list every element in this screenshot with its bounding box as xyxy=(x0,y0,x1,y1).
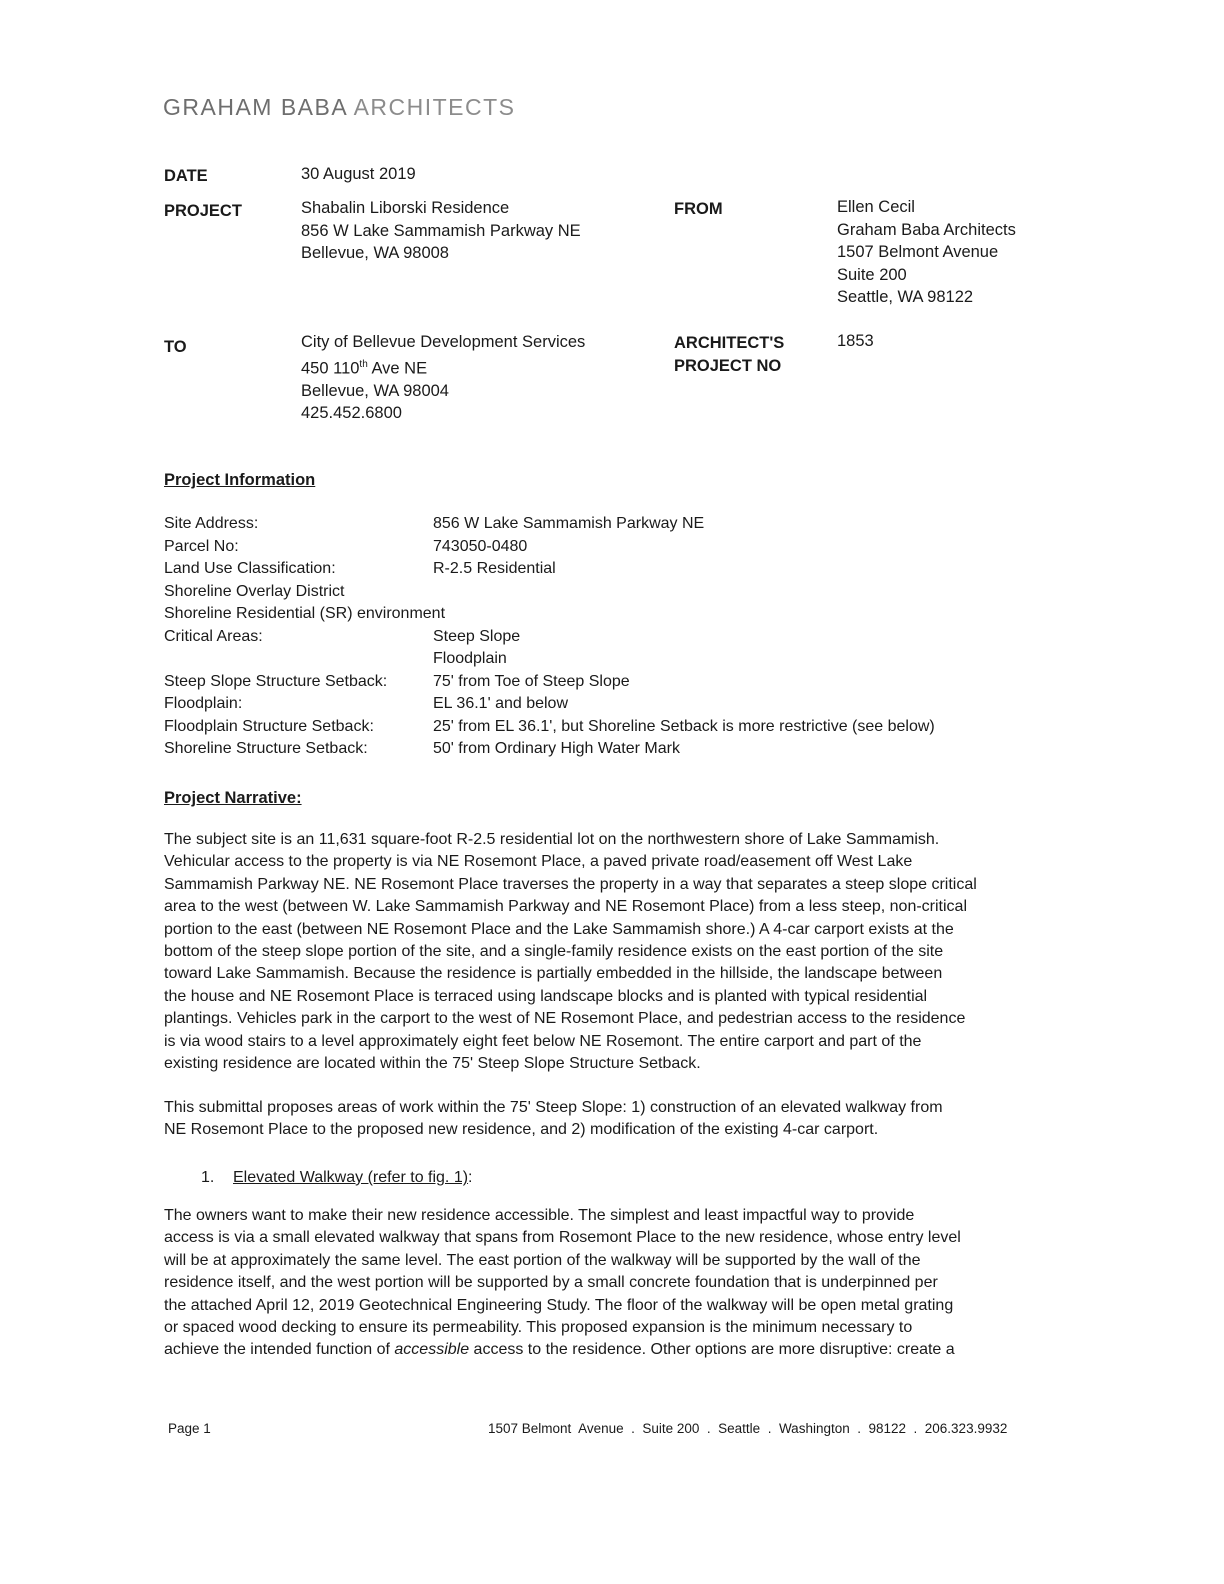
from-firm: Graham Baba Architects xyxy=(837,220,1016,239)
from-label: FROM xyxy=(674,200,723,218)
list-item-elevated-walkway: 1. Elevated Walkway (refer to fig. 1): xyxy=(201,1169,473,1186)
project-city: Bellevue, WA 98008 xyxy=(301,244,449,262)
to-street: 450 110th Ave NE xyxy=(301,358,428,377)
to-block xyxy=(301,331,585,425)
project-information-heading: Project Information xyxy=(164,471,316,489)
project-label: PROJECT xyxy=(164,202,242,220)
to-phone: 425.452.6800 xyxy=(301,404,402,422)
date-value: 30 August 2019 xyxy=(301,165,416,183)
narrative-paragraph-2: This submittal proposes areas of work within the 75' Steep Slope: 1) construction of an elevated walkway from NE Rosemont Place to the proposed new residence, and 2) modification of the existing 4-car carport. xyxy=(164,1099,943,1139)
fig-reference-link: Elevated Walkway (refer to fig. 1) xyxy=(233,1169,469,1186)
letter-page: GRAHAM BABA ARCHITECTS DATE 30 August 2019 PROJECT Shabalin Liborski Residence 856 W Lake Sammamish Parkway NE Bellevue, WA 98008 FROM Ellen Cecil Graham Baba Architects 1507 Belmont Avenue Suite 200 Seattle, WA 98122 TO City of Bellevue Development Services 450 110th Ave NE Bellevue, WA 98004 425.452.6800 ARCHITECT'S PROJECT NO 1853 Project Information Site Address: 856 W Lake Sammamish Parkway NE Parcel No: 743050-0480 Land Use Classification: R-2.5 Residential Shoreline Overlay District Shoreline Residential (SR) environment Critical Areas: Steep Slope Floodplain Steep Slope Structure Setback: 75' from Toe of Steep Slope Floodplain: EL 36.1' and below Floodplain Structure Setback: 25' from EL 36.1', but Shoreline Setback is more restrictive (see below) Shoreline Structure Setback: 50' from Ordinary High Water Mark Project Narrative: The subject site is an 11,631 square-foot R-2.5 residential lot on the northwestern shore of Lake Sammamish. Vehicular access to the property is via NE Rosemont Place, a paved private road/easement off West Lake Sammamish Parkway NE. NE Rosemont Place traverses the property in a way that separates a steep slope critical area to the west (between W. Lake Sammamish Parkway and NE Rosemont Place) from a less steep, non-critical portion to the east (between NE Rosemont Place and the Lake Sammamish shore.) A 4-car carport exists at the bottom of the steep slope portion of the site, and a single-family residence exists on the east portion of the site toward Lake Sammamish. Because the residence is partially embedded in the hillside, the landscape between the house and NE Rosemont Place is terraced using landscape blocks and is planted with typical residential plantings. Vehicles park in the carport to the west of NE Rosemont Place, and pedestrian access to the residence is via wood stairs to a level approximately eight feet below NE Rosemont. The entire carport and part of the existing residence are located within the 75' Steep Slope Structure Setback. This submittal proposes areas of work within the 75' Steep Slope: 1) construction of an elevated walkway from NE Rosemont Place to the proposed new residence, and 2) modification of the existing 4-car carport. 1. Elevated Walkway (refer to fig. 1): The owners want to make their new residence accessible. The simplest and least impactful way to provide access is via a small elevated walkway that spans from Rosemont Place to the new residence, whose entry level will be at approximately the same level. The east portion of the walkway will be supported by the wall of the residence itself, and the west portion will be supported by a small concrete foundation that is underpinned per the attached April 12, 2019 Geotechnical Engineering Study. The floor of the walkway will be open metal grating or spaced wood decking to ensure its permeability. This proposed expansion is the minimum necessary to achieve the intended function of accessible access to the residence. Other options are more disruptive: create a Page 1 1507 Belmont Avenue . Suite 200 . Seattle . Washington . 98122 . 206.323.9932 xyxy=(0,0,1224,1584)
architect-project-no-value: 1853 xyxy=(837,332,874,350)
firm-suffix: ARCHITECTS xyxy=(353,94,516,120)
narrative-paragraph-3: The owners want to make their new residence accessible. The simplest and least impactful way to provide access is via a small elevated walkway that spans from Rosemont Place to the new residence, whose entry level will be at approximately the same level. The east portion of the walkway will be supported by the wall of the residence itself, and the west portion will be supported by a small concrete foundation that is underpinned per the attached April 12, 2019 Geotechnical Engineering Study. The floor of the walkway will be open metal grating or spaced wood decking to ensure its permeability. This proposed expansion is the minimum necessary to achieve the intended function of accessible access to the residence. Other options are more disruptive: create a xyxy=(164,1207,961,1359)
from-street: 1507 Belmont Avenue xyxy=(837,243,999,261)
project-narrative-heading: Project Narrative: xyxy=(164,789,302,807)
date-label: DATE xyxy=(164,167,208,185)
from-name: Ellen Cecil xyxy=(837,198,915,216)
to-org: City of Bellevue Development Services xyxy=(301,333,586,351)
footer-address: 1507 Belmont Avenue . Suite 200 . Seattle . Washington . 98122 . 206.323.9932 xyxy=(488,1421,1008,1436)
project-block xyxy=(301,197,581,265)
to-label: TO xyxy=(164,338,187,356)
footer-page-number: Page 1 xyxy=(168,1421,211,1436)
project-street: 856 W Lake Sammamish Parkway NE xyxy=(301,221,581,240)
to-city: Bellevue, WA 98004 xyxy=(301,381,449,400)
architect-project-no-label: ARCHITECT'S PROJECT NO xyxy=(674,334,785,375)
from-city: Seattle, WA 98122 xyxy=(837,288,974,306)
letterhead-logo xyxy=(163,94,516,121)
from-suite: Suite 200 xyxy=(837,265,907,284)
project-name: Shabalin Liborski Residence xyxy=(301,199,510,217)
firm-name: GRAHAM BABA xyxy=(163,94,347,120)
from-block xyxy=(837,196,1016,309)
narrative-paragraph-1: The subject site is an 11,631 square-foot R-2.5 residential lot on the northwestern shore of Lake Sammamish. Vehicular access to the property is via NE Rosemont Place, a paved private road/easement off West Lake Sammamish Parkway NE. NE Rosemont Place traverses the property in a way that separates a steep slope critical area to the west (between W. Lake Sammamish Parkway and NE Rosemont Place) from a less steep, non-critical portion to the east (between NE Rosemont Place and the Lake Sammamish shore.) A 4-car carport exists at the bottom of the steep slope portion of the site, and a single-family residence exists on the east portion of the site toward Lake Sammamish. Because the residence is partially embedded in the hillside, the landscape between the house and NE Rosemont Place is terraced using landscape blocks and is planted with typical residential plantings. Vehicles park in the carport to the west of NE Rosemont Place, and pedestrian access to the residence is via wood stairs to a level approximately eight feet below NE Rosemont. The entire carport and part of the existing residence are located within the 75' Steep Slope Structure Setback. xyxy=(164,831,977,1073)
